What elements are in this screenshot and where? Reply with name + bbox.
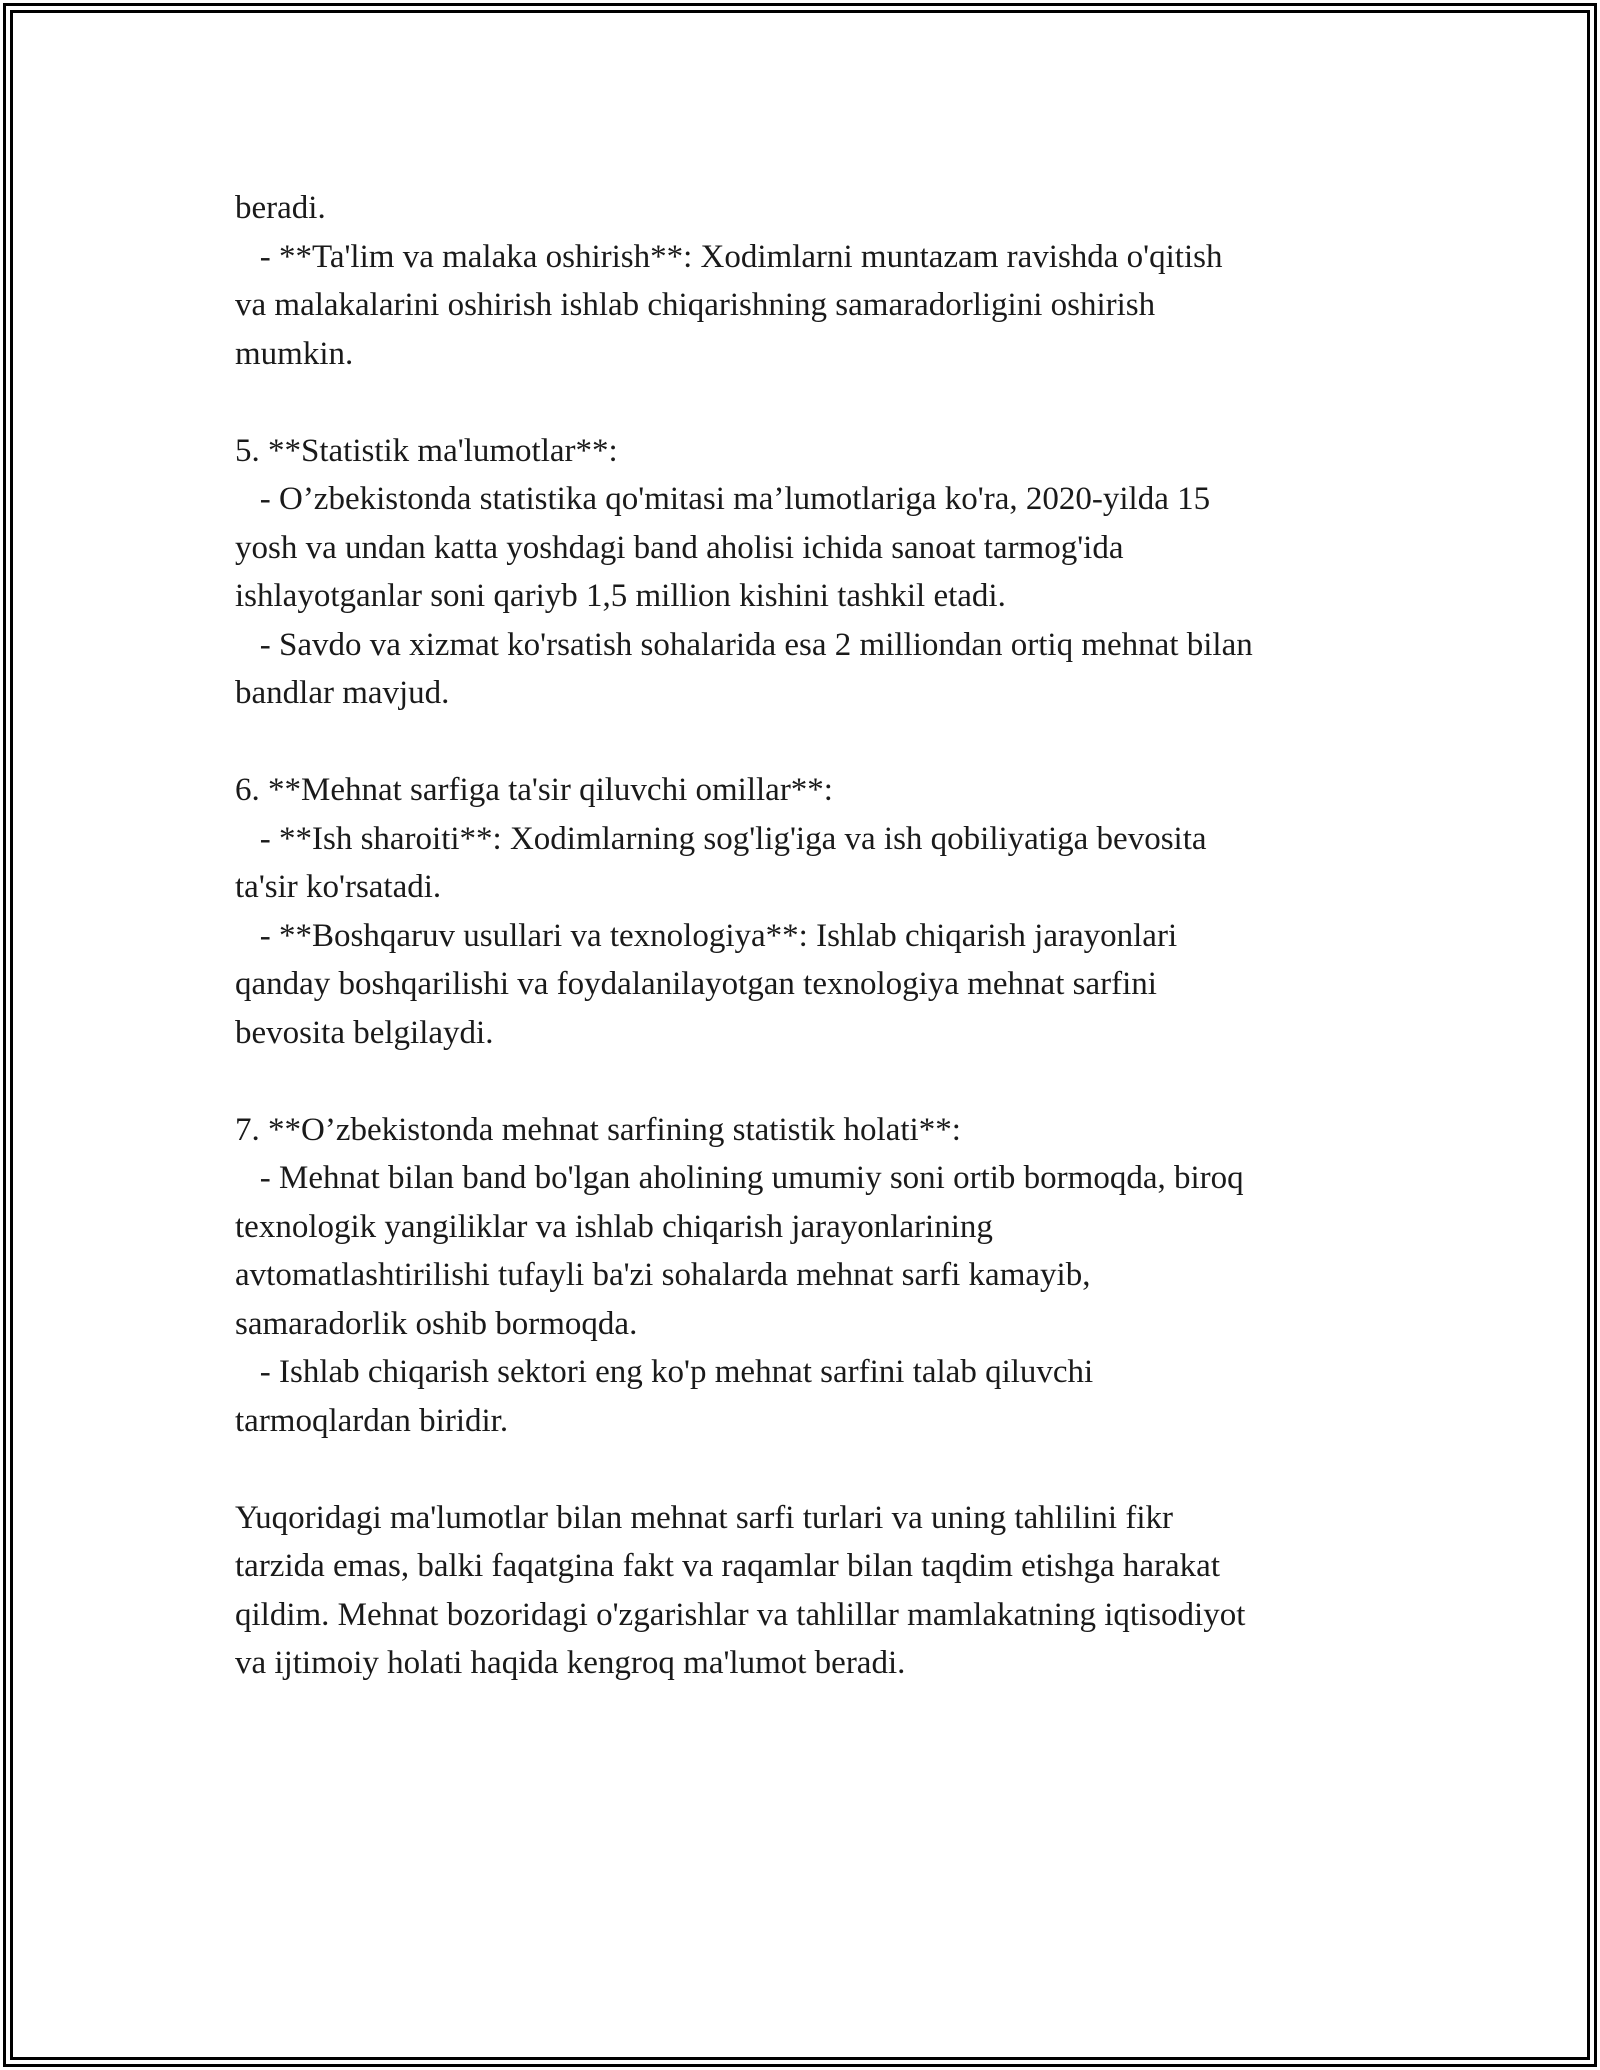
text-line: - O’zbekistonda statistika qo'mitasi ma’lumotlariga ko'ra, 2020-yilda 15: [235, 481, 1211, 517]
text-line: - **Boshqaruv usullari va texnologiya**: Ishlab chiqarish jarayonlari: [235, 917, 1178, 954]
document-text-body: [235, 184, 1375, 1688]
blank-line: [235, 718, 1375, 767]
blank-line: [235, 378, 1375, 427]
text-line: ishlayotganlar soni qariyb 1,5 million kishini tashkil etadi.: [235, 578, 1006, 614]
text-line: va malakalarini oshirish ishlab chiqarishning samaradorligini oshirish: [235, 287, 1156, 323]
text-line: texnologik yangiliklar va ishlab chiqarish jarayonlarining: [235, 1208, 993, 1245]
text-line: mumkin.: [235, 335, 354, 372]
text-line: - Mehnat bilan band bo'lgan aholining umumiy soni ortib bormoqda, biroq: [235, 1160, 1244, 1196]
text-line: - Savdo va xizmat ko'rsatish sohalarida esa 2 milliondan ortiq mehnat bilan: [235, 626, 1253, 663]
text-line: beradi.: [235, 190, 326, 226]
text-line: bevosita belgilaydi.: [235, 1014, 494, 1051]
text-line: qanday boshqarilishi va foydalanilayotgan texnologiya mehnat sarfini: [235, 966, 1157, 1002]
conclusion-line: va ijtimoiy holati haqida kengroq ma'lumot beradi.: [235, 1645, 906, 1681]
text-line: samaradorlik oshib bormoqda.: [235, 1305, 638, 1342]
conclusion-line: qildim. Mehnat bozoridagi o'zgarishlar va tahlillar mamlakatning iqtisodiyot: [235, 1596, 1246, 1633]
text-line: ta'sir ko'rsatadi.: [235, 869, 442, 905]
conclusion-line: tarzida emas, balki faqatgina fakt va raqamlar bilan taqdim etishga harakat: [235, 1548, 1220, 1584]
text-line: - **Ish sharoiti**: Xodimlarning sog'lig'iga va ish qobiliyatiga bevosita: [235, 820, 1207, 857]
blank-line: [235, 1057, 1375, 1106]
text-line: avtomatlashtirilishi tufayli ba'zi sohalarda mehnat sarfi kamayib,: [235, 1257, 1091, 1293]
text-line: tarmoqlardan biridir.: [235, 1402, 509, 1439]
text-line: - Ishlab chiqarish sektori eng ko'p mehnat sarfini talab qiluvchi: [235, 1354, 1094, 1390]
conclusion-line: Yuqoridagi ma'lumotlar bilan mehnat sarfi turlari va uning tahlilini fikr: [235, 1499, 1173, 1536]
section-heading: 7. **O’zbekistonda mehnat sarfining statistik holati**:: [235, 1111, 961, 1148]
section-heading: 5. **Statistik ma'lumotlar**:: [235, 432, 618, 469]
text-line: - **Ta'lim va malaka oshirish**: Xodimlarni muntazam ravishda o'qitish: [235, 238, 1223, 275]
text-line: bandlar mavjud.: [235, 675, 450, 711]
text-line: yosh va undan katta yoshdagi band aholisi ichida sanoat tarmog'ida: [235, 529, 1124, 566]
blank-line: [235, 1445, 1375, 1494]
section-heading: 6. **Mehnat sarfiga ta'sir qiluvchi omillar**:: [235, 772, 833, 808]
